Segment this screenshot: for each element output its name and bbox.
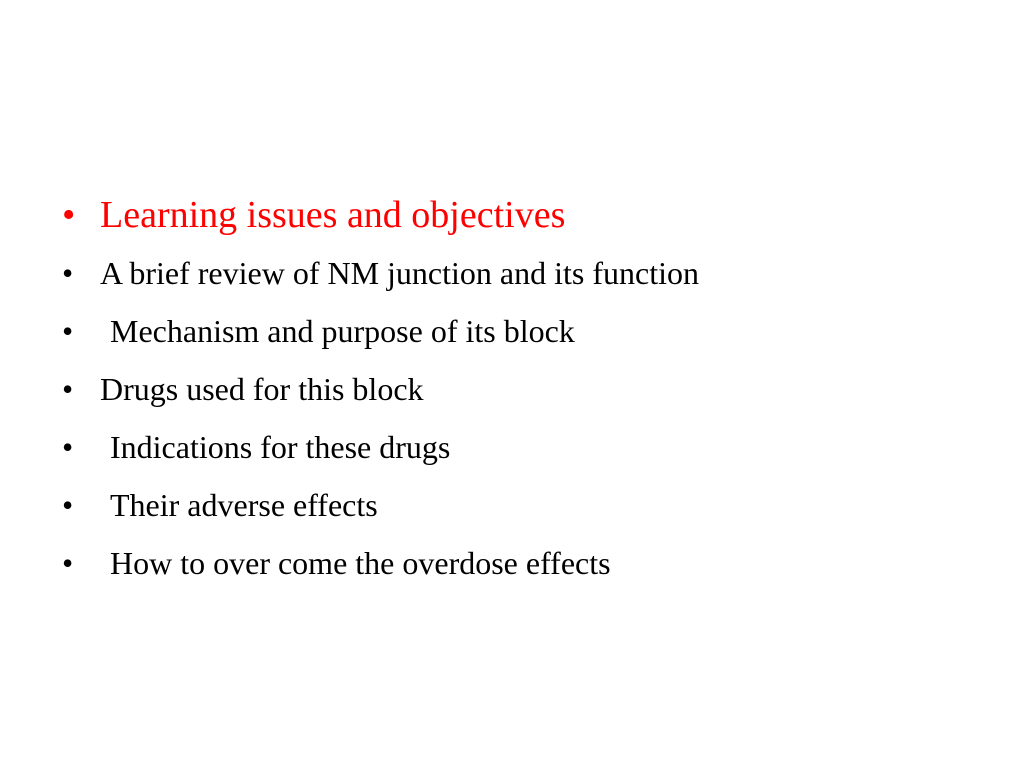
list-item-text: Mechanism and purpose of its block xyxy=(110,313,575,349)
bullet-point: • xyxy=(62,429,74,465)
bullet-point: • xyxy=(62,545,74,581)
list-item-text: Drugs used for this block xyxy=(100,371,424,407)
bullet-point: • xyxy=(62,194,76,236)
list-item-text: A brief review of NM junction and its function xyxy=(100,255,699,291)
list-item-text: Their adverse effects xyxy=(110,487,378,523)
list-item-text: How to over come the overdose effects xyxy=(110,545,611,581)
bullet-point: • xyxy=(62,487,74,523)
bullet-point: • xyxy=(62,255,74,291)
objectives-heading: Learning issues and objectives xyxy=(100,194,566,236)
bullet-point: • xyxy=(62,371,74,407)
list-item-text: Indications for these drugs xyxy=(110,429,451,465)
bullet-point: • xyxy=(62,313,74,349)
